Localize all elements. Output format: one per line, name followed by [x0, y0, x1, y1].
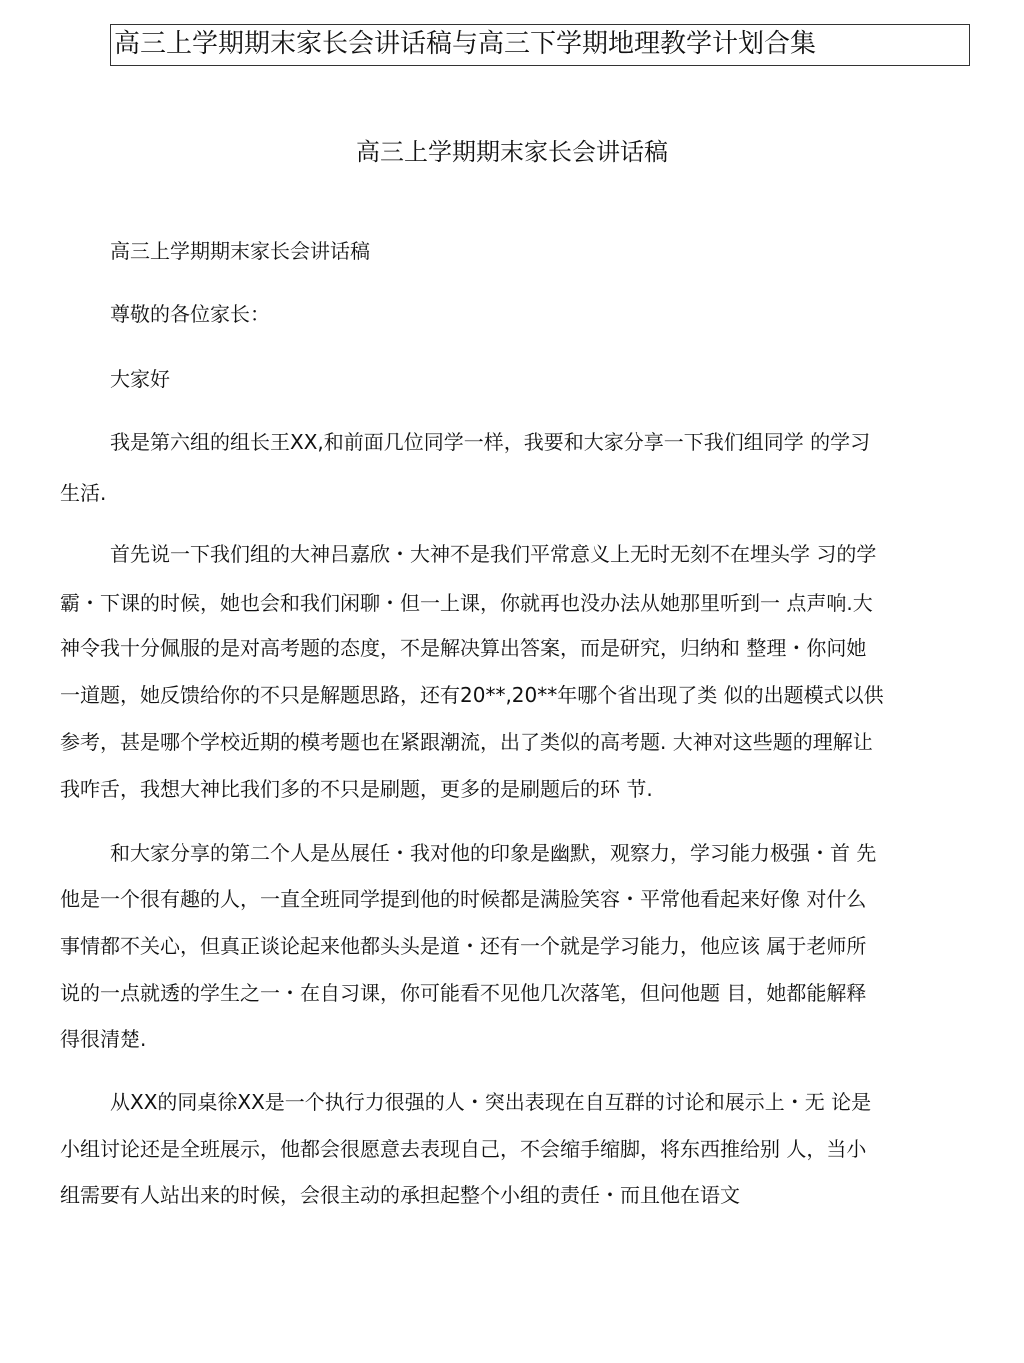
text-line: 组需要有人站出来的时候，会很主动的承担起整个小组的责任・而且他在语文	[60, 1183, 740, 1207]
text-line: 和大家分享的第二个人是丛展任・我对他的印象是幽默，观察力，学习能力极强・首 先	[110, 841, 877, 865]
text-line: 得很清楚.	[60, 1027, 147, 1051]
text-line: 从XX的同桌徐XX是一个执行力很强的人・突出表现在自互群的讨论和展示上・无 论是	[110, 1090, 872, 1114]
section-title: 高三上学期期末家长会讲话稿	[356, 138, 668, 166]
text-line: 他是一个很有趣的人，一直全班同学提到他的时候都是满脸笑容・平常他看起来好像 对什么	[60, 887, 867, 911]
text-line: 尊敬的各位家长：	[110, 302, 270, 326]
text-line: 参考，甚是哪个学校近期的模考题也在紧跟潮流，出了类似的高考题. 大神对这些题的理解让	[60, 730, 873, 754]
text-line: 我咋舌，我想大神比我们多的不只是刷题，更多的是刷题后的环 节.	[60, 777, 653, 801]
text-line: 大家好	[110, 367, 170, 391]
text-line: 生活.	[60, 481, 107, 505]
text-line: 神令我十分佩服的是对高考题的态度，不是解决算出答案，而是研究，归纳和 整理・你问她	[60, 636, 867, 660]
text-line: 高三上学期期末家长会讲话稿	[110, 239, 370, 263]
text-line: 小组讨论还是全班展示，他都会很愿意去表现自己，不会缩手缩脚，将东西推给别 人，当小	[60, 1137, 867, 1161]
document-title: 高三上学期期末家长会讲话稿与高三下学期地理教学计划合集	[110, 24, 970, 66]
text-line: 说的一点就透的学生之一・在自习课，你可能看不见他几次落笔，但问他题 目，她都能解释	[60, 981, 867, 1005]
text-line: 霸・下课的时候，她也会和我们闲聊・但一上课，你就再也没办法从她那里听到一 点声响.大	[60, 591, 873, 615]
text-line: 一道题，她反馈给你的不只是解题思路，还有20**,20**年哪个省出现了类 似的出题模式以供	[60, 683, 884, 707]
text-line: 首先说一下我们组的大神吕嘉欣・大神不是我们平常意义上无时无刻不在埋头学 习的学	[110, 542, 877, 566]
text-line: 我是第六组的组长王XX,和前面几位同学一样，我要和大家分享一下我们组同学 的学习	[110, 430, 871, 454]
text-line: 事情都不关心，但真正谈论起来他都头头是道・还有一个就是学习能力，他应该 属于老师所	[60, 934, 867, 958]
